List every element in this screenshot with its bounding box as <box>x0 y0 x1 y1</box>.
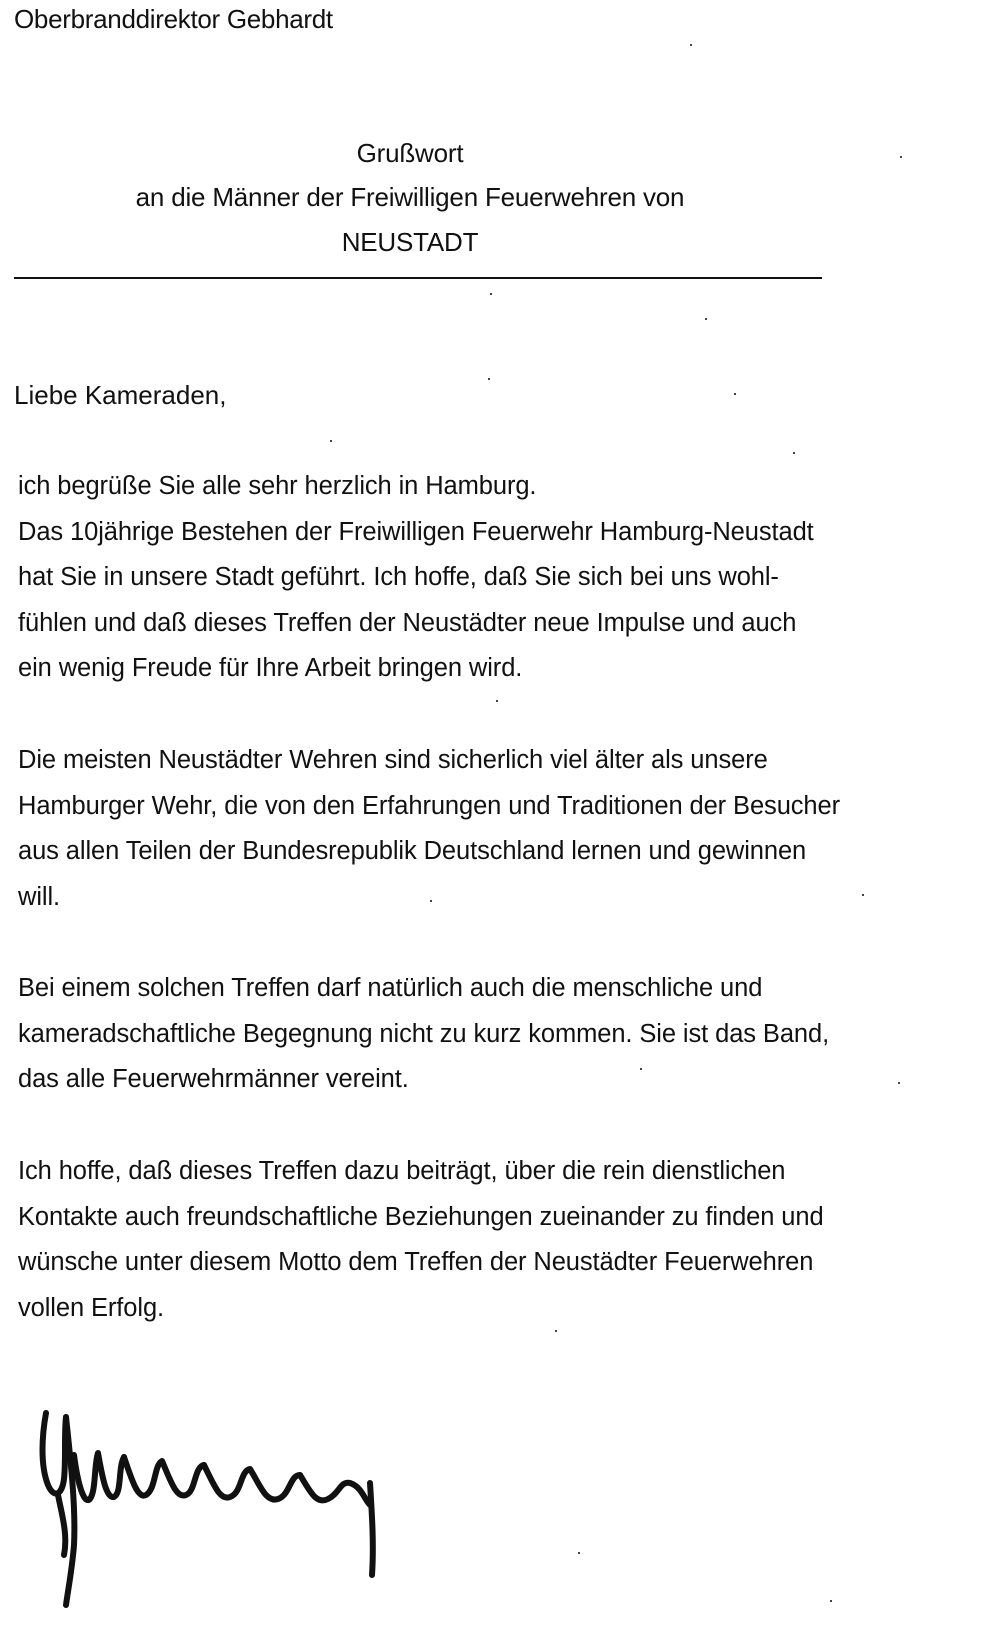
scan-speck <box>705 318 707 320</box>
paragraph-2 <box>18 738 978 920</box>
paragraph-line: hat Sie in unsere Stadt geführt. Ich hoffe, daß Sie sich bei uns wohl- <box>18 563 779 591</box>
scan-speck <box>640 1068 642 1070</box>
sender-name: Oberbranddirektor Gebhardt <box>14 4 333 34</box>
scan-speck <box>793 452 795 454</box>
paragraph-line: Das 10jährige Bestehen der Freiwilligen Feuerwehr Hamburg-Neustadt <box>18 517 814 546</box>
paragraph-line: ich begrüße Sie alle sehr herzlich in Hamburg. <box>18 472 537 500</box>
scan-speck <box>734 393 736 395</box>
scan-speck <box>555 1330 557 1332</box>
scan-speck <box>430 900 432 902</box>
scan-speck <box>330 440 332 442</box>
scan-speck <box>900 156 902 158</box>
salutation: Liebe Kameraden, <box>14 380 227 410</box>
signature-icon <box>28 1395 398 1615</box>
paragraph-4 <box>18 1149 978 1331</box>
scan-speck <box>490 293 492 295</box>
paragraph-line: fühlen und daß dieses Treffen der Neustädter neue Impulse und auch <box>18 608 797 637</box>
heading-divider <box>14 277 822 279</box>
scan-speck <box>898 1082 900 1084</box>
paragraph-line: Ich hoffe, daß dieses Treffen dazu beiträgt, über die rein dienstlichen <box>18 1157 786 1185</box>
letter-subtitle: an die Männer der Freiwilligen Feuerwehren von <box>135 182 685 212</box>
paragraph-line: Hamburger Wehr, die von den Erfahrungen und Traditionen der Besucher <box>18 791 840 820</box>
scan-speck <box>488 378 490 380</box>
paragraph-line: das alle Feuerwehrmänner vereint. <box>18 1065 409 1093</box>
scan-speck <box>862 894 864 896</box>
paragraph-line: vollen Erfolg. <box>18 1293 165 1322</box>
letter-title: Grußwort <box>356 138 464 168</box>
paragraph-line: Kontakte auch freundschaftliche Beziehungen zueinander zu finden und <box>18 1202 824 1231</box>
scan-speck <box>690 44 692 46</box>
paragraph-1 <box>18 464 978 692</box>
paragraph-line: will. <box>18 882 60 911</box>
paragraph-line: Die meisten Neustädter Wehren sind sicherlich viel älter als unsere <box>18 746 768 774</box>
paragraph-line: wünsche unter diesem Motto dem Treffen der Neustädter Feuerwehren <box>18 1248 814 1276</box>
letter-place: NEUSTADT <box>341 227 479 257</box>
scan-speck <box>578 1552 580 1554</box>
scan-speck <box>496 700 498 702</box>
paragraph-line: kameradschaftliche Begegnung nicht zu kurz kommen. Sie ist das Band, <box>18 1019 830 1048</box>
paragraph-line: aus allen Teilen der Bundesrepublik Deutschland lernen und gewinnen <box>18 837 807 865</box>
paragraph-line: Bei einem solchen Treffen darf natürlich auch die menschliche und <box>18 974 763 1002</box>
paragraph-3 <box>18 966 978 1103</box>
paragraph-line: ein wenig Freude für Ihre Arbeit bringen wird. <box>18 654 523 682</box>
scan-speck <box>830 1600 832 1602</box>
